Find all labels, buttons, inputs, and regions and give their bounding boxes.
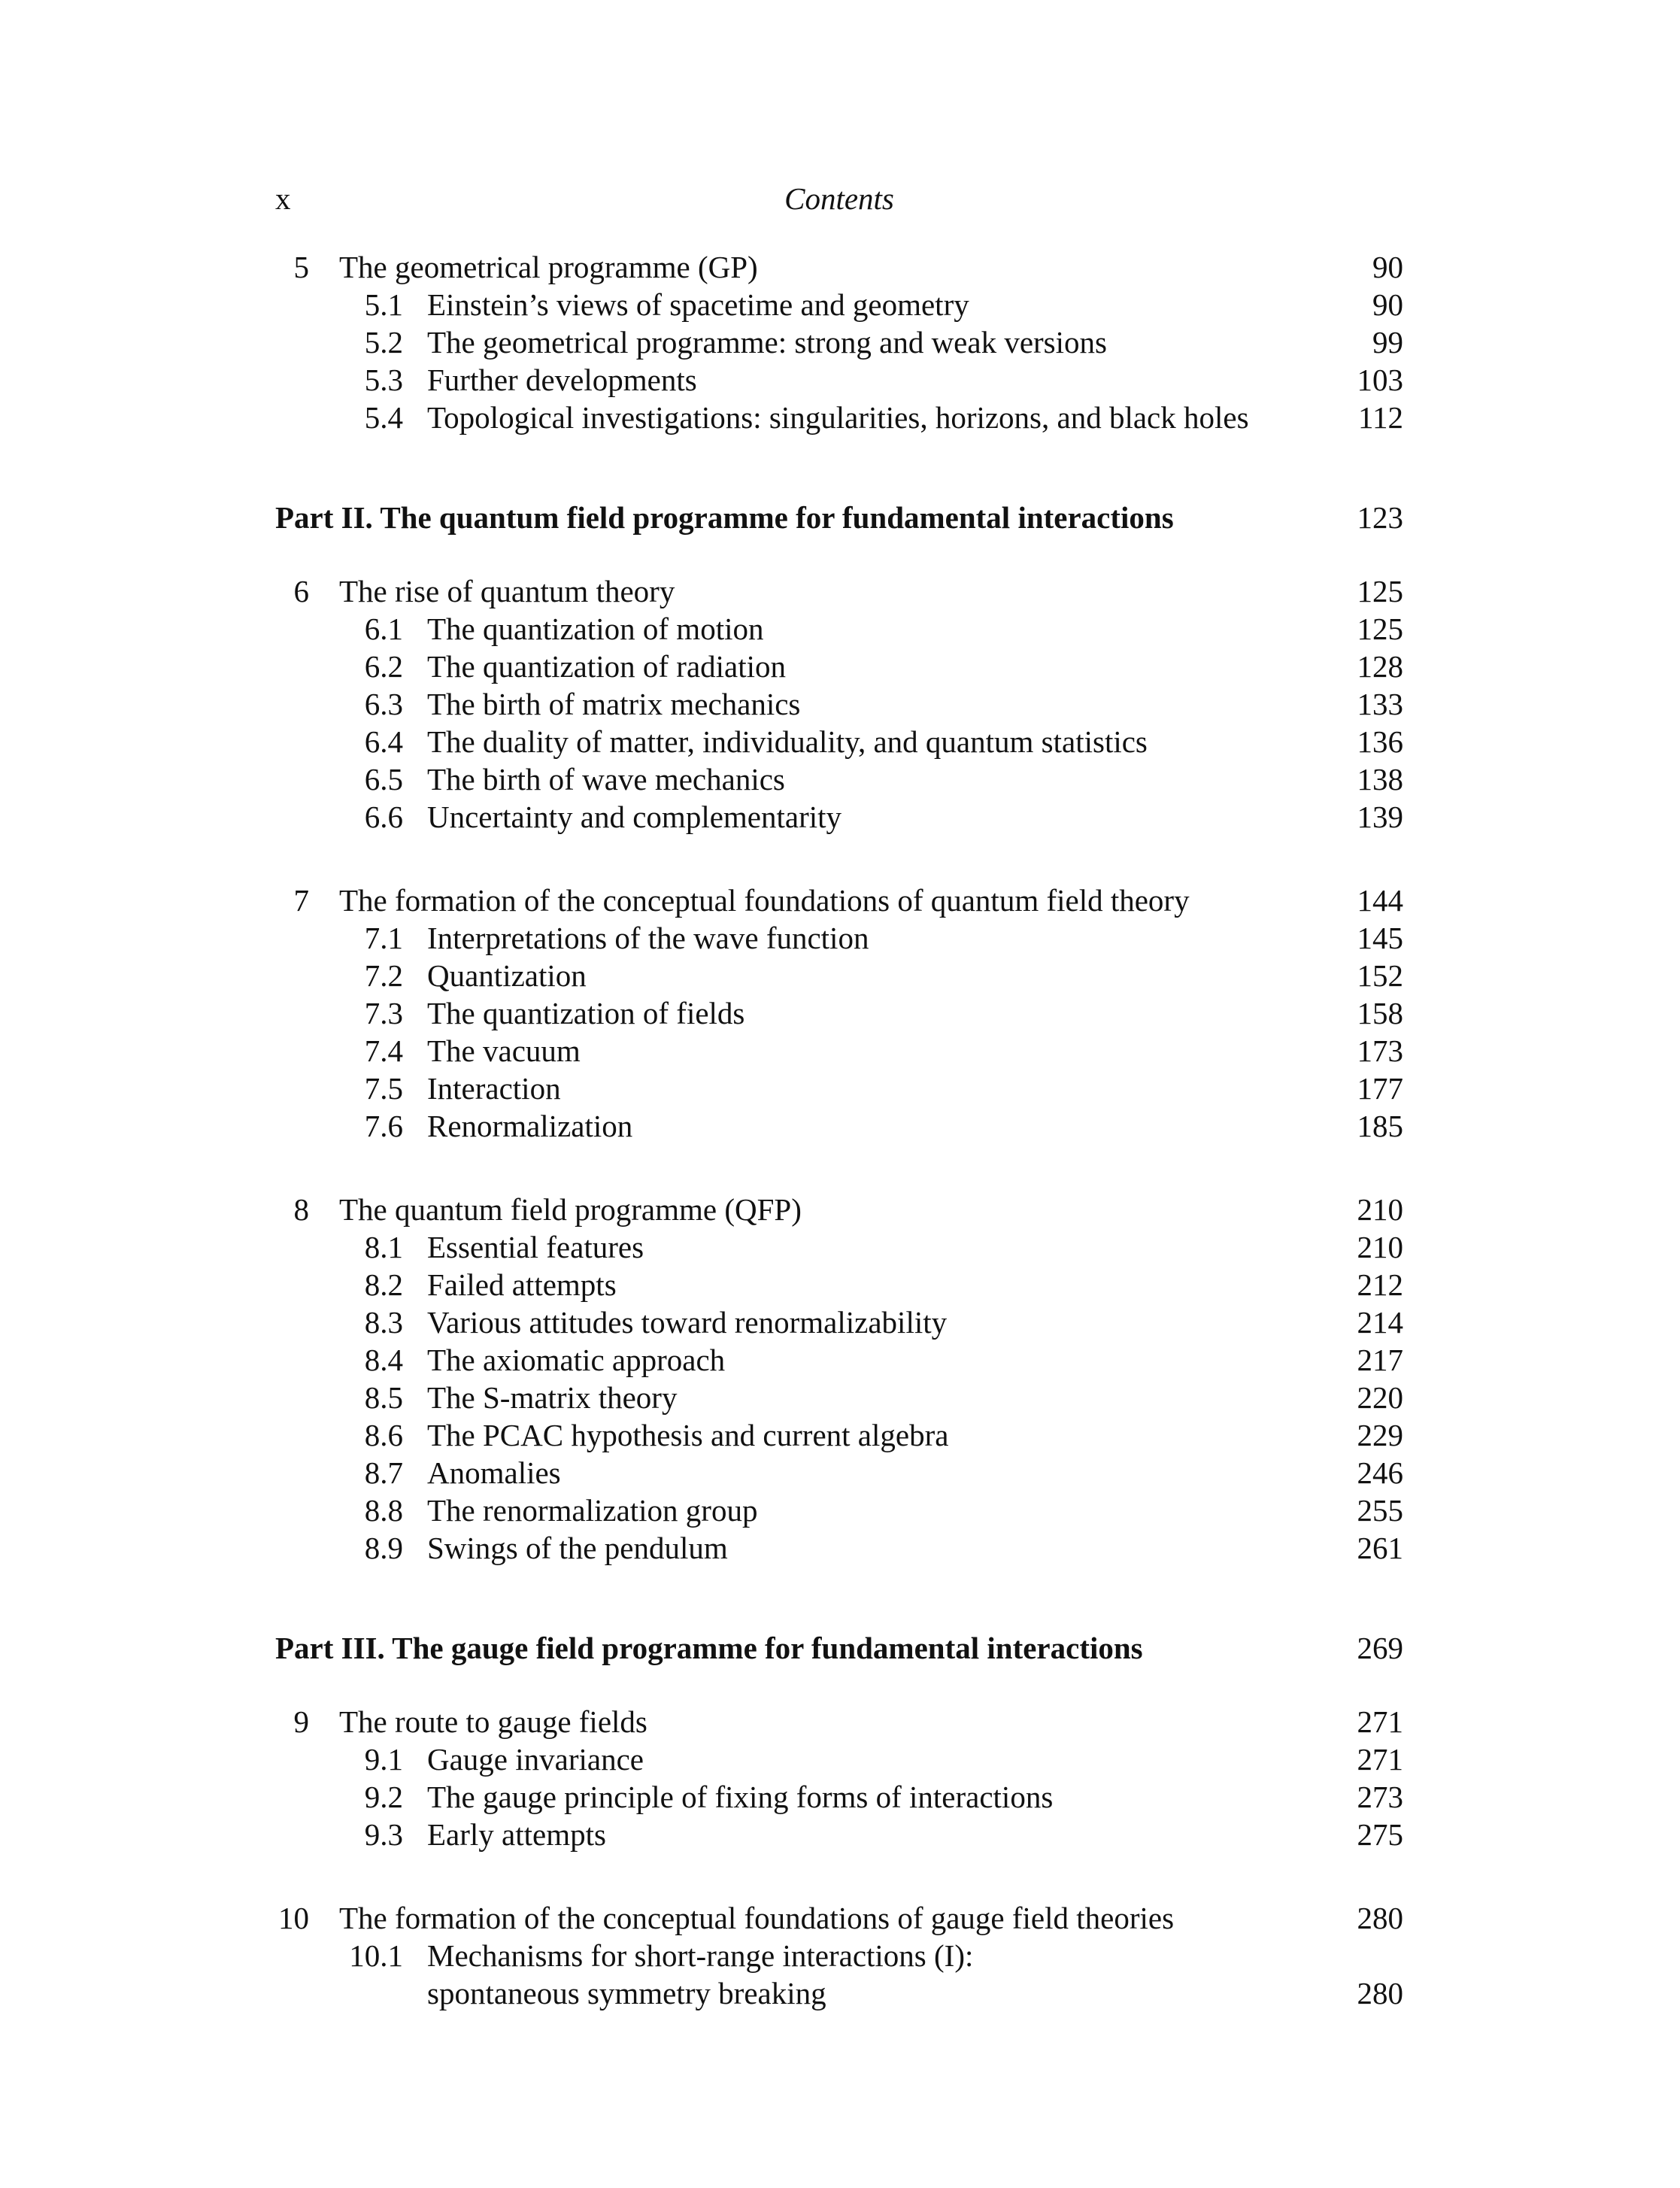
section-title: Gauge invariance <box>427 1742 644 1777</box>
section-number: 6.1 <box>364 611 403 646</box>
page-ref: 269 <box>1357 1631 1403 1665</box>
chapter-number: 10 <box>278 1901 309 1935</box>
section-number: 8.4 <box>364 1343 403 1377</box>
toc-section-6-4[interactable] <box>275 723 1403 760</box>
chapter-title: The formation of the conceptual foundations of quantum field theory <box>339 883 1190 918</box>
page-ref: 280 <box>1357 1901 1403 1935</box>
section-number: 8.8 <box>364 1493 403 1528</box>
spacer <box>275 1853 1403 1899</box>
page-ref: 125 <box>1357 574 1403 608</box>
chapter-number: 6 <box>293 574 309 608</box>
section-title: The quantization of radiation <box>427 649 787 684</box>
toc-section-5-4[interactable] <box>275 399 1403 436</box>
section-title: The quantization of fields <box>427 996 745 1030</box>
toc-section-6-2[interactable] <box>275 648 1403 685</box>
page-ref: 273 <box>1357 1780 1403 1814</box>
toc-section-7-4[interactable] <box>275 1032 1403 1070</box>
section-number: 6.3 <box>364 687 403 721</box>
section-title: Anomalies <box>427 1455 561 1490</box>
page-ref: 103 <box>1357 363 1403 397</box>
part-title: Part III. The gauge field programme for fundamental interactions <box>275 1631 1143 1665</box>
section-number: 10.1 <box>349 1938 403 1973</box>
toc-part-2[interactable] <box>275 499 1403 544</box>
toc-section-7-2[interactable] <box>275 957 1403 994</box>
section-title: Topological investigations: singularities, horizons, and black holes <box>427 400 1249 435</box>
section-title: The renormalization group <box>427 1493 758 1528</box>
section-title: Einstein’s views of spacetime and geometry <box>427 287 969 322</box>
page-ref: 123 <box>1357 500 1403 535</box>
chapter-title: The formation of the conceptual foundations of gauge field theories <box>339 1901 1175 1935</box>
toc-section-6-6[interactable] <box>275 798 1403 836</box>
toc-section-8-8[interactable] <box>275 1492 1403 1529</box>
section-number: 7.3 <box>364 996 403 1030</box>
page-ref: 173 <box>1357 1033 1403 1068</box>
section-title: Essential features <box>427 1230 644 1264</box>
section-title: The birth of wave mechanics <box>427 762 785 797</box>
part-title: Part II. The quantum field programme for fundamental interactions <box>275 500 1174 535</box>
page-ref: 210 <box>1357 1192 1403 1227</box>
section-number: 6.5 <box>364 762 403 797</box>
spacer <box>275 1674 1403 1703</box>
page-ref: 214 <box>1357 1305 1403 1340</box>
toc-section-9-3[interactable] <box>275 1816 1403 1853</box>
toc-section-7-1[interactable] <box>275 919 1403 957</box>
page-ref: 177 <box>1357 1071 1403 1106</box>
spacer <box>275 836 1403 882</box>
section-number: 9.3 <box>364 1817 403 1852</box>
toc-chapter-7[interactable] <box>275 882 1403 919</box>
toc-section-8-7[interactable] <box>275 1454 1403 1492</box>
page-ref: 185 <box>1357 1109 1403 1143</box>
section-title: The PCAC hypothesis and current algebra <box>427 1418 949 1452</box>
page-ref: 246 <box>1357 1455 1403 1490</box>
section-number: 8.7 <box>364 1455 403 1490</box>
page-ref: 255 <box>1357 1493 1403 1528</box>
page-ref: 139 <box>1357 800 1403 834</box>
chapter-title: The route to gauge fields <box>339 1704 647 1739</box>
section-title: Further developments <box>427 363 697 397</box>
section-title: Various attitudes toward renormalizability <box>427 1305 948 1340</box>
section-title: The quantization of motion <box>427 611 764 646</box>
page-ref: 275 <box>1357 1817 1403 1852</box>
toc-section-6-3[interactable] <box>275 685 1403 723</box>
section-number: 7.1 <box>364 921 403 955</box>
section-title: The birth of matrix mechanics <box>427 687 801 721</box>
section-title: Early attempts <box>427 1817 606 1852</box>
section-title: The gauge principle of fixing forms of interactions <box>427 1780 1054 1814</box>
table-of-contents <box>275 248 1403 2012</box>
section-number: 5.3 <box>364 363 403 397</box>
section-number: 7.5 <box>364 1071 403 1106</box>
section-number: 8.5 <box>364 1380 403 1415</box>
section-title: Interpretations of the wave function <box>427 921 869 955</box>
section-title: Swings of the pendulum <box>427 1531 728 1565</box>
section-title: Mechanisms for short-range interactions (I): <box>427 1938 974 1973</box>
page-ref: 125 <box>1357 611 1403 646</box>
chapter-number: 7 <box>293 883 309 918</box>
toc-section-8-1[interactable] <box>275 1228 1403 1266</box>
section-number: 8.2 <box>364 1267 403 1302</box>
page-ref: 261 <box>1357 1531 1403 1565</box>
toc-chapter-5[interactable] <box>275 248 1403 286</box>
toc-section-8-5[interactable] <box>275 1379 1403 1416</box>
spacer <box>275 544 1403 572</box>
toc-section-7-5[interactable] <box>275 1070 1403 1107</box>
toc-section-10-1-continued[interactable] <box>275 1974 1403 2012</box>
running-title: Contents <box>784 181 894 216</box>
page-ref: 271 <box>1357 1704 1403 1739</box>
section-title-continued: spontaneous symmetry breaking <box>427 1976 826 2010</box>
toc-chapter-8[interactable] <box>275 1191 1403 1228</box>
chapter-number: 9 <box>293 1704 309 1739</box>
toc-section-10-1[interactable] <box>275 1937 1403 1974</box>
toc-section-7-6[interactable] <box>275 1107 1403 1145</box>
toc-section-8-6[interactable] <box>275 1416 1403 1454</box>
section-number: 8.3 <box>364 1305 403 1340</box>
chapter-title: The rise of quantum theory <box>339 574 675 608</box>
section-number: 5.1 <box>364 287 403 322</box>
toc-part-3[interactable] <box>275 1629 1403 1674</box>
section-title: The duality of matter, individuality, and quantum statistics <box>427 724 1148 759</box>
toc-chapter-9[interactable] <box>275 1703 1403 1740</box>
page-ref: 90 <box>1372 250 1403 284</box>
page-ref: 99 <box>1372 325 1403 360</box>
section-number: 6.2 <box>364 649 403 684</box>
section-title: The S-matrix theory <box>427 1380 678 1415</box>
section-title: Uncertainty and complementarity <box>427 800 842 834</box>
section-number: 7.6 <box>364 1109 403 1143</box>
spacer <box>275 1567 1403 1629</box>
page-ref: 217 <box>1357 1343 1403 1377</box>
page-ref: 112 <box>1358 400 1403 435</box>
section-number: 7.4 <box>364 1033 403 1068</box>
page-ref: 158 <box>1357 996 1403 1030</box>
toc-chapter-6[interactable] <box>275 572 1403 610</box>
toc-section-6-5[interactable] <box>275 760 1403 798</box>
page-header <box>275 181 1403 226</box>
toc-section-8-4[interactable] <box>275 1341 1403 1379</box>
toc-section-6-1[interactable] <box>275 610 1403 648</box>
chapter-title: The geometrical programme (GP) <box>339 250 758 284</box>
page-ref: 90 <box>1372 287 1403 322</box>
section-number: 8.1 <box>364 1230 403 1264</box>
page-ref: 220 <box>1357 1380 1403 1415</box>
toc-section-5-3[interactable] <box>275 361 1403 399</box>
toc-section-8-9[interactable] <box>275 1529 1403 1567</box>
section-number: 8.9 <box>364 1531 403 1565</box>
chapter-number: 8 <box>293 1192 309 1227</box>
spacer <box>275 436 1403 499</box>
toc-section-8-2[interactable] <box>275 1266 1403 1303</box>
toc-section-7-3[interactable] <box>275 994 1403 1032</box>
page-ref: 229 <box>1357 1418 1403 1452</box>
section-title: The vacuum <box>427 1033 581 1068</box>
section-title: Renormalization <box>427 1109 633 1143</box>
page-ref: 280 <box>1357 1976 1403 2010</box>
toc-chapter-10[interactable] <box>275 1899 1403 1937</box>
page-ref: 128 <box>1357 649 1403 684</box>
section-number: 9.2 <box>364 1780 403 1814</box>
page-ref: 138 <box>1357 762 1403 797</box>
toc-section-8-3[interactable] <box>275 1303 1403 1341</box>
section-number: 8.6 <box>364 1418 403 1452</box>
page-ref: 133 <box>1357 687 1403 721</box>
page-ref: 152 <box>1357 958 1403 993</box>
section-title: Quantization <box>427 958 587 993</box>
page-ref: 145 <box>1357 921 1403 955</box>
chapter-title: The quantum field programme (QFP) <box>339 1192 802 1227</box>
section-number: 9.1 <box>364 1742 403 1777</box>
section-number: 6.4 <box>364 724 403 759</box>
page-number: x <box>275 181 291 216</box>
section-title: Failed attempts <box>427 1267 617 1302</box>
toc-section-5-2[interactable] <box>275 323 1403 361</box>
section-title: The geometrical programme: strong and weak versions <box>427 325 1107 360</box>
section-number: 7.2 <box>364 958 403 993</box>
section-number: 5.2 <box>364 325 403 360</box>
page-ref: 210 <box>1357 1230 1403 1264</box>
page-ref: 136 <box>1357 724 1403 759</box>
section-title: Interaction <box>427 1071 561 1106</box>
page-ref: 271 <box>1357 1742 1403 1777</box>
page-ref: 144 <box>1357 883 1403 918</box>
section-number: 5.4 <box>364 400 403 435</box>
toc-section-5-1[interactable] <box>275 286 1403 323</box>
spacer <box>275 1145 1403 1191</box>
section-number: 6.6 <box>364 800 403 834</box>
toc-section-9-2[interactable] <box>275 1778 1403 1816</box>
toc-section-9-1[interactable] <box>275 1740 1403 1778</box>
page-ref: 212 <box>1357 1267 1403 1302</box>
section-title: The axiomatic approach <box>427 1343 726 1377</box>
chapter-number: 5 <box>293 250 309 284</box>
